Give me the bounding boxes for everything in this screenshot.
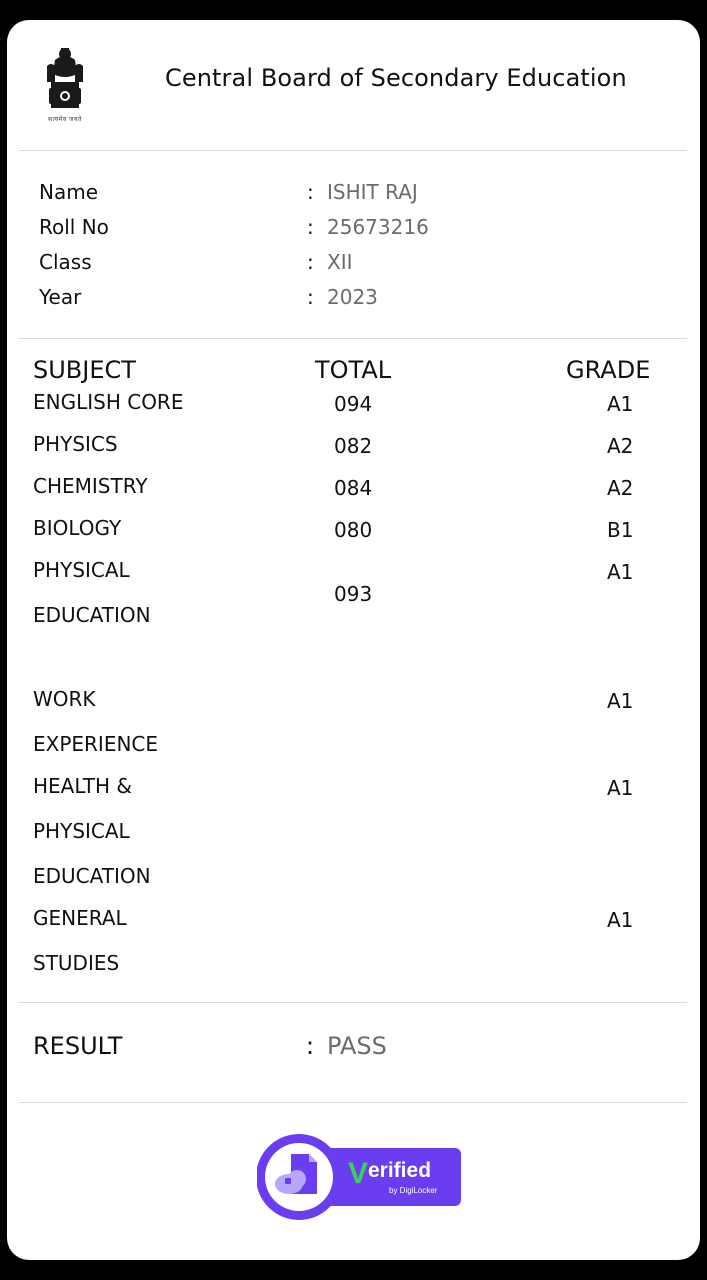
info-label: Year [39,285,82,309]
subject-grade: A1 [607,689,634,713]
divider [19,338,687,339]
verified-text: erified [368,1159,432,1182]
board-title: Central Board of Secondary Education [165,64,627,92]
subject-name: STUDIES [33,951,120,975]
subject-grade: A1 [607,908,634,932]
national-emblem-icon [37,44,93,126]
subject-total: 094 [334,392,373,416]
subject-name: EDUCATION [33,603,151,627]
info-value: ISHIT RAJ [327,180,418,204]
info-label: Class [39,250,92,274]
subject-name: EDUCATION [33,864,151,888]
subject-grade: A1 [607,776,634,800]
digilocker-subtext: by DigiLocker [389,1186,438,1195]
subject-name: WORK [33,687,96,711]
info-separator: : [307,180,314,204]
subject-name: PHYSICS [33,432,118,456]
info-label: Roll No [39,215,109,239]
subject-grade: B1 [607,518,634,542]
subject-name: HEALTH & [33,774,132,798]
subject-name: EXPERIENCE [33,732,159,756]
info-separator: : [307,215,314,239]
subject-total: 080 [334,518,373,542]
info-separator: : [307,285,314,309]
subject-name: PHYSICAL [33,558,130,582]
info-value: 25673216 [327,215,429,239]
result-card [7,20,700,1260]
subject-grade: A1 [607,392,634,416]
emblem-caption: सत्यमेव जयते [48,116,82,123]
subject-total: 084 [334,476,373,500]
result-label: RESULT [33,1032,123,1060]
verified-check-glyph: V [348,1157,369,1190]
divider [19,150,687,151]
subject-total: 082 [334,434,373,458]
divider [19,1102,687,1103]
subject-name: CHEMISTRY [33,474,148,498]
total-header: TOTAL [315,356,392,384]
subject-header: SUBJECT [33,356,136,384]
info-separator: : [307,250,314,274]
subject-grade: A2 [607,434,634,458]
info-value: XII [327,250,353,274]
subject-name: PHYSICAL [33,819,130,843]
subject-grade: A2 [607,476,634,500]
header [7,20,700,150]
subject-total: 093 [334,582,373,606]
digilocker-verified-badge [257,1132,467,1222]
info-value: 2023 [327,285,378,309]
subject-name: ENGLISH CORE [33,390,184,414]
grade-header: GRADE [566,356,651,384]
info-label: Name [39,180,99,204]
subject-grade: A1 [607,560,634,584]
result-value: PASS [327,1032,387,1060]
subject-name: BIOLOGY [33,516,122,540]
divider [19,1002,687,1003]
subject-name: GENERAL [33,906,127,930]
result-separator: : [306,1032,315,1060]
